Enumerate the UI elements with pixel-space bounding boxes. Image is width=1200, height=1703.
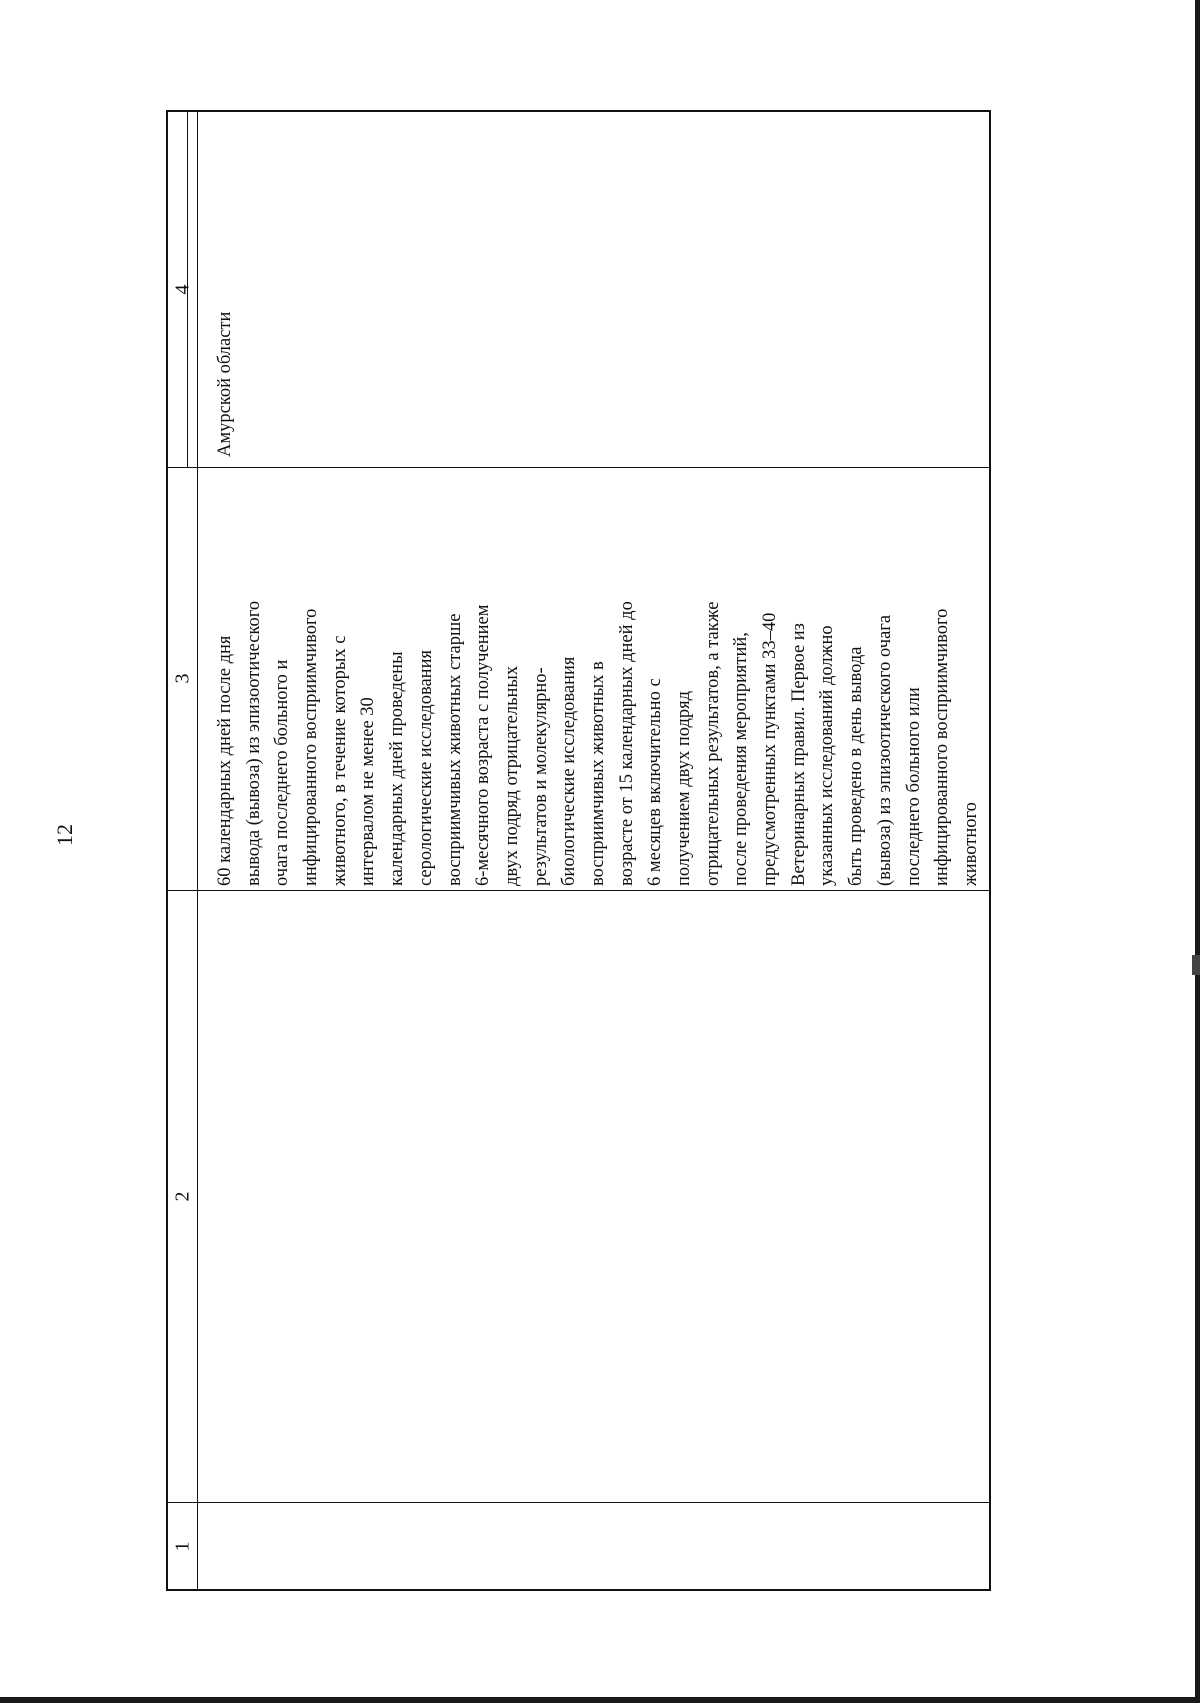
text-line: результатов и молекулярно-	[530, 667, 551, 886]
text-line: животного, в течение которых с	[329, 635, 350, 886]
column-3-cell-text	[211, 234, 986, 886]
scan-border-bottom	[0, 1697, 1200, 1703]
scan-artifact	[1192, 955, 1200, 975]
column-header-1: 1	[171, 1541, 194, 1552]
text-line: двух подряд отрицательных	[501, 665, 522, 886]
text-line: восприимчивых животных в	[587, 661, 608, 886]
text-line: инфицированного восприимчивого	[301, 608, 322, 886]
column-header-4: 4	[171, 284, 194, 295]
text-line: 6 месяцев включительно с	[645, 678, 666, 886]
text-line: 6-месячного возраста с получением	[473, 604, 494, 886]
column-header-3: 3	[171, 673, 194, 684]
text-line: указанных исследований должно	[817, 625, 838, 886]
text-line: животного	[960, 802, 981, 886]
text-line: отрицательных результатов, а также	[702, 601, 723, 886]
text-line: вывода (вывоза) из эпизоотического	[243, 600, 264, 886]
text-line: биологические исследования	[559, 656, 580, 886]
text-line: интервалом не менее 30	[358, 697, 379, 886]
column-separator-1-2	[168, 1502, 989, 1503]
text-line: инфицированного восприимчивого	[932, 608, 953, 886]
text-line: восприимчивых животных старше	[444, 613, 465, 886]
text-line: предусмотренных пунктами 33–40	[760, 612, 781, 886]
column-separator-2-3	[168, 890, 989, 891]
text-line: 60 календарных дней после дня	[215, 635, 235, 886]
page-number: 12	[52, 824, 77, 846]
text-line: (вывоза) из эпизоотического очага	[874, 614, 895, 886]
text-line: Ветеринарных правил. Первое из	[788, 623, 809, 886]
text-line: очага последнего больного и	[272, 659, 293, 886]
text-line: быть проведено в день вывода	[846, 646, 867, 886]
text-line: получением двух подряд	[674, 690, 694, 886]
column-4-cell-text: Амурской области	[215, 311, 235, 457]
scan-border-right	[1195, 0, 1200, 1703]
document-table	[166, 110, 991, 1591]
text-line: возрасте от 15 календарных дней до	[616, 601, 637, 886]
column-header-2: 2	[171, 1191, 194, 1201]
text-line: календарных дней проведены	[387, 651, 408, 886]
text-line: после проведения мероприятий,	[731, 632, 752, 886]
text-line: последнего больного или	[903, 687, 924, 886]
text-line: серологические исследования	[415, 650, 436, 886]
